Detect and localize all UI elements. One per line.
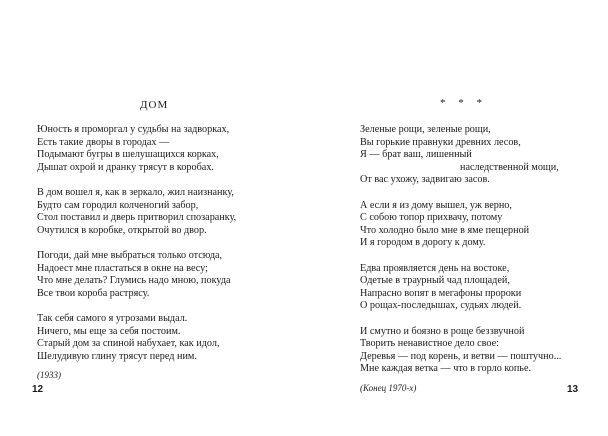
poem-line: Все твои короба растрясу. — [37, 287, 150, 299]
poem-line: От вас ухожу, задвигаю засов. — [360, 174, 490, 186]
poem-line: Мне каждая ветка — что в горло копье. — [360, 363, 532, 375]
poem-body-right — [360, 124, 580, 394]
poem-line: наследственной мощи, — [460, 161, 559, 173]
poem-line: Одетые в траурный чад площадей, — [360, 275, 510, 287]
poem-line: Очутился в коробке, открытой во двор. — [37, 224, 207, 236]
poem-line: Погоди, дай мне выбраться только отсюда, — [37, 249, 223, 261]
poem-line: Юность я проморгал у судьбы на задворках, — [37, 124, 230, 135]
poem-line: И я городом в дорогу к дому. — [360, 237, 486, 249]
stanza — [37, 124, 287, 174]
stanza — [360, 326, 580, 376]
stanza — [360, 263, 580, 313]
poem-line: О рощах-последышах, судьях людей. — [360, 300, 522, 312]
poem-line: И смутно и боязно в роще беззвучной — [360, 325, 525, 337]
poem-line: Ничего, мы еще за себя постоим. — [37, 325, 181, 337]
stanza — [360, 200, 580, 250]
poem-line: Так себя самого я угрозами выдал. — [37, 312, 188, 324]
poem-line: Зеленые рощи, зеленые рощи, — [360, 124, 491, 135]
poem-line: Что холодно было мне в яме пещерной — [360, 224, 530, 236]
poem-line: А если я из дому вышел, уж верно, — [360, 199, 512, 211]
poem-line: Есть такие дворы в городах — — [37, 136, 170, 148]
poem-line: Что мне делать? Глумись надо мною, покуда — [37, 275, 231, 287]
stanza — [37, 187, 287, 237]
stanza — [37, 250, 287, 300]
poem-title: ДОМ — [140, 99, 169, 111]
poem-line: Старый дом за спиной набухает, как идол, — [37, 338, 220, 350]
poem-line: В дом вошел я, как в зеркало, жил наизнанку, — [37, 186, 234, 198]
poem-line: Надоест мне пластаться в окне на весу; — [37, 262, 208, 274]
poem-line: Шелудивую глину трясут перед ним. — [37, 350, 197, 362]
poem-line: Творить ненавистное дело свое: — [360, 338, 499, 350]
page-number-left: 12 — [32, 384, 44, 395]
poem-line: Дышат охрой и дранку трясут в коробах. — [37, 161, 214, 173]
poem-line: Подымают бугры в шелушащихся корках, — [37, 149, 219, 161]
poem-line: С собою топор прихвачу, потому — [360, 212, 503, 224]
untitled-poem-stars: * * * — [440, 97, 487, 109]
poem-line: Стол поставил и дверь притворил спозаранку, — [37, 212, 237, 224]
poem-line: Деревья — под корень, и ветви — поштучно... — [360, 350, 562, 362]
page-number-right: 13 — [567, 384, 579, 395]
poem-body-left — [37, 124, 287, 381]
poem-line: Едва проявляется день на востоке, — [360, 262, 510, 274]
poem-line: Я — брат ваш, лишенный — [360, 149, 472, 161]
poem-date: (1933) — [37, 370, 61, 381]
stanza — [37, 313, 287, 363]
poem-line: Будто сам городил колченогий забор, — [37, 199, 199, 211]
poem-line: Вы горькие правнуки древних лесов, — [360, 136, 521, 148]
poem-line: Напрасно вопят в мегафоны пророки — [360, 287, 522, 299]
stanza — [360, 124, 580, 187]
poem-date: (Конец 1970-х) — [360, 382, 417, 393]
